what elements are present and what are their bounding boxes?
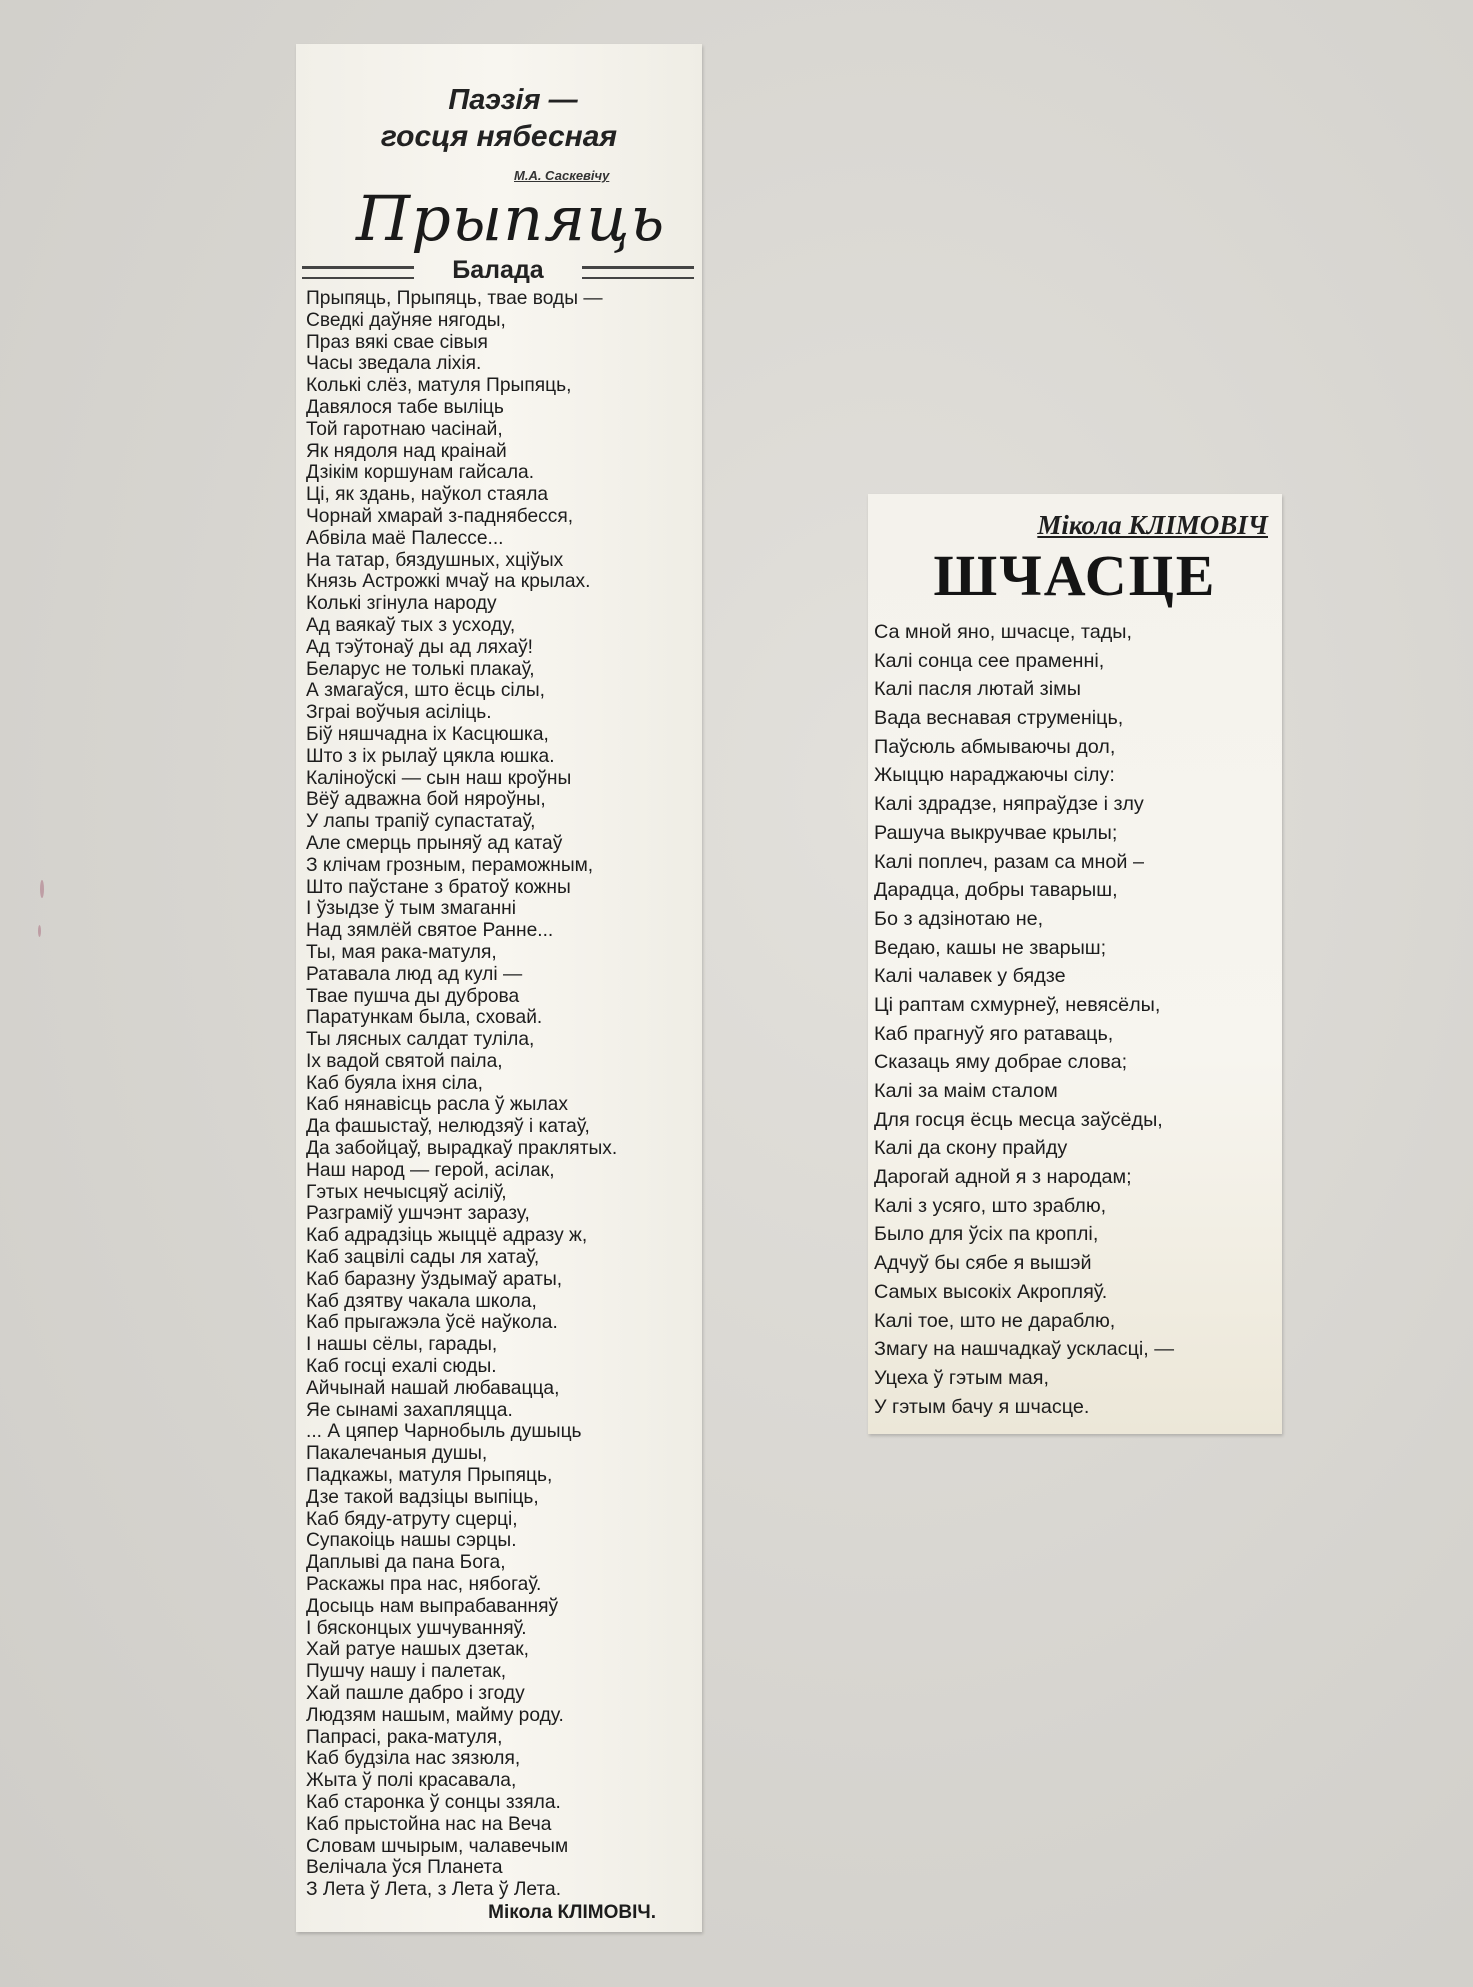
poem-line: Раскажы пра нас, нябогаў. [306,1574,542,1596]
poem-line: Што паўстане з братоў кожны [306,876,571,898]
poem-line: Людзям нашым, майму роду. [306,1704,564,1726]
divider-rule [302,266,414,279]
poem-line: Каб прыстойна нас на Веча [306,1813,552,1835]
poem-line: Словам шчырым, чалавечым [306,1835,569,1857]
rubric-heading: госця нябесная [380,120,618,153]
poem-line: Як нядоля над краінай [306,440,507,462]
poem-line: Калі да скону прайду [874,1137,1068,1160]
poem-line: А змагаўся, што ёсць сілы, [306,680,546,702]
poem-line: Разграміў ушчэнт заразу, [306,1203,530,1225]
poem-line: Праз вякі свае сівыя [306,331,488,353]
poem-line: Айчынай нашай любавацца, [306,1377,560,1399]
poem-line: Даплыві да пана Бога, [306,1552,506,1574]
poem-line: Ад тэўтонаў ды ад ляхаў! [306,636,534,658]
poem-line: Твае пушча ды дуброва [306,985,520,1007]
newspaper-clipping-pripyat [296,44,702,1932]
dedication: М.А. Саскевічу [514,168,610,183]
poem-line: Паўсюль абмываючы дол, [874,735,1116,758]
poem-line: Колькі слёз, матуля Прыпяць, [306,375,572,397]
poem-line: Досыць нам выпрабаванняў [306,1595,559,1617]
genre-label: Балада [452,256,544,284]
poem-line: Змагу на нашчадкаў ускласці, — [874,1338,1175,1361]
poem-line: Каб бяду-атруту сцерці, [306,1508,518,1530]
divider-rule [582,266,694,279]
poem-line: Для госця ёсць месца заўсёды, [874,1108,1163,1131]
poem-text [306,288,698,1901]
rubric-heading: Паэзія — [448,84,578,116]
poem-line: Дзікім коршунам гайсала. [306,462,535,484]
poem-line: Чорнай хмарай з-паднябесся, [306,505,574,527]
poem-line: Паратункам была, сховай. [306,1007,543,1029]
poem-line: Хай ратуе нашых дзетак, [306,1639,529,1661]
poem-line: Ведаю, кашы не зварыш; [874,936,1107,959]
poem-line: Калі здрадзе, няпраўдзе і злу [874,793,1144,816]
poem-line: Але смерць прыняў ад катаў [306,832,563,854]
poem-line: Што з іх рылаў цякла юшка. [306,745,555,767]
poem-line: Жыта ў полі красавала, [306,1770,517,1792]
poem-line: Каб дзятву чакала школа, [306,1290,537,1312]
poem-text [874,618,1274,1421]
poem-author: Мікола КЛІМОВІЧ [1037,510,1268,540]
poem-line: Каб госці ехалі сюды. [306,1356,497,1378]
poem-line: Хай пашле дабро і згоду [306,1683,525,1704]
poem-line: І нашы сёлы, гарады, [306,1334,498,1356]
poem-line: Калі сонца сее праменні, [874,649,1105,672]
poem-line: Ці раптам схмурнеў, невясёлы, [874,993,1161,1016]
poem-line: Ці, як здань, наўкол стаяла [306,484,549,506]
poem-line: Сказаць яму добрае слова; [874,1051,1128,1074]
poem-line: Супакоіць нашы сэрцы. [306,1530,517,1552]
poem-line: Да забойцаў, вырадкаў праклятых. [306,1138,618,1160]
poem-line: Каб прагнуў яго ратаваць, [874,1022,1114,1045]
poem-line: Са мной яно, шчасце, тады, [874,621,1132,643]
poem-line: Прыпяць, Прыпяць, твае воды — [306,288,603,309]
poem-line: Бо з адзінотаю не, [874,907,1044,930]
poem-line: Велічала ўся Планета [306,1857,503,1879]
poem-line: Падкажы, матуля Прыпяць, [306,1465,553,1487]
poem-line: Наш народ — герой, асілак, [306,1159,555,1181]
poem-line: Адчуў бы сябе я вышэй [874,1252,1092,1275]
poem-line: Сведкі даўняе нягоды, [306,309,506,331]
poem-line: Каб прыгажэла ўсё наўкола. [306,1312,558,1334]
poem-line: Каб старонка ў сонцы ззяла. [306,1791,561,1813]
poem-line: Каб зацвілі сады ля хатаў, [306,1247,540,1269]
poem-line: Калі поплеч, разам са мной – [874,850,1144,873]
poem-title: Прыпяць [356,182,666,255]
poem-line: З клічам грозным, пераможным, [306,854,594,876]
poem-line: І бясконцых ушчуванняў. [306,1617,527,1639]
poem-line: Зграі воўчыя асіліць. [306,702,492,724]
poem-line: Было для ўсіх па кроплі, [874,1223,1099,1246]
poem-line: І ўзыдзе ў тым змаганні [306,898,517,920]
poem-line: Самых высокіх Акропляў. [874,1280,1108,1303]
poem-line: Вёў адважна бой няроўны, [306,789,546,811]
poem-line: Каліноўскі — сын наш кроўны [306,767,572,789]
poem-line: ... А цяпер Чарнобыль душыць [306,1421,582,1443]
poem-line: Дарогай адной я з народам; [874,1166,1132,1189]
poem-line: Абвіла маё Палессе... [306,527,504,549]
poem-line: Каб адрадзіць жыццё адразу ж, [306,1225,588,1247]
poem-line: З Лета ў Лета, з Лета ў Лета. [306,1879,562,1901]
poem-line: Папрасі, рака-матуля, [306,1726,503,1748]
poem-line: У лапы трапіў супастатаў, [306,811,536,833]
poem-author: Мікола КЛІМОВІЧ. [488,1902,656,1923]
genre-header [302,256,694,286]
poem-line: Да фашыстаў, нелюдзяў і катаў, [306,1116,590,1138]
poem-line: Каб нянавісць расла ў жылах [306,1094,568,1116]
poem-line: Біў няшчадна іх Касцюшка, [306,723,549,745]
poem-line: Ты лясных салдат туліла, [306,1029,535,1051]
poem-title: ШЧАСЦЕ [933,543,1217,608]
poem-line: Яе сынамі захапляцца. [306,1399,513,1421]
poem-line: Той гаротнаю часінай, [306,418,503,440]
stain-mark [38,925,41,937]
stain-mark [40,880,44,898]
poem-line: Князь Астрожкі мчаў на крылах. [306,571,591,593]
poem-line: Калі з усяго, што зраблю, [874,1194,1107,1217]
poem-line: Дзе такой вадзіцы выпіць, [306,1486,539,1508]
poem-line: Каб баразну ўздымаў араты, [306,1268,563,1290]
poem-line: Пушчу нашу і палетак, [306,1661,507,1683]
poem-line: Вада веснавая струменіць, [874,707,1124,730]
poem-line: Гэтых нечысцяў асіліў, [306,1181,507,1203]
poem-line: Калі за маім сталом [874,1080,1058,1102]
poem-line: Жыццю нараджаючы сілу: [874,764,1115,787]
poem-line: Ратавала люд ад кулі — [306,963,523,985]
poem-line: Іх вадой святой паіла, [306,1050,503,1072]
poem-line: Калі пасля лютай зімы [874,678,1081,701]
poem-line: Каб буяла іхня сіла, [306,1072,483,1094]
poem-line: Ты, мая рака-матуля, [306,941,497,963]
poem-line: Калі тое, што не дараблю, [874,1309,1116,1332]
poem-line: Колькі згінула народу [306,593,497,615]
poem-line: Пакалечаныя душы, [306,1443,488,1465]
poem-line: Часы зведала ліхія. [306,353,482,375]
poem-line: Уцеха ў гэтым мая, [874,1366,1049,1389]
poem-line: Каб будзіла нас зязюля, [306,1748,521,1770]
poem-line: Калі чалавек у бядзе [874,965,1066,988]
newspaper-clipping-shchasce [868,494,1282,1434]
poem-line: Ад ваякаў тых з усходу, [306,614,516,636]
poem-line: Над зямлёй святое Ранне... [306,920,554,942]
poem-line: Беларус не толькі плакаў, [306,658,535,680]
poem-line: Рашуча выкручвае крылы; [874,821,1118,844]
poem-line: Дарадца, добры таварыш, [874,879,1118,902]
poem-line: У гэтым бачу я шчасце. [874,1395,1090,1418]
poem-line: На татар, бяздушных, хціўых [306,549,564,571]
poem-line: Давялося табе выліць [306,396,504,418]
